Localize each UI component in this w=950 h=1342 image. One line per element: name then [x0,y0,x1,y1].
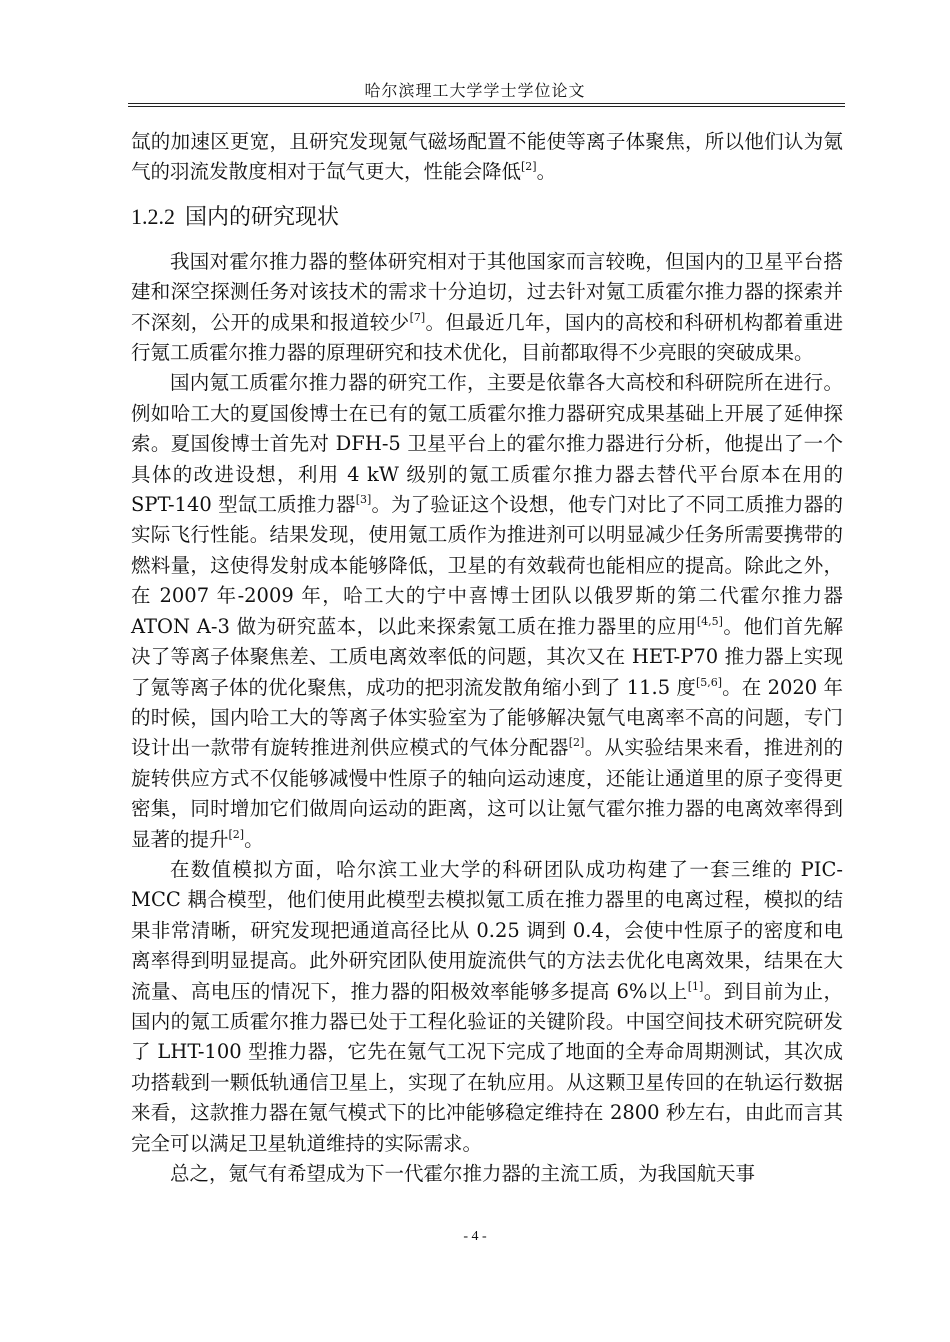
paragraph-text: 。他们首先解决了等离子体聚焦差、工质电离效率低的问题，其次又在 HET-P70 推力器上实现了氪等离子体的优化聚焦，成功的把羽流发散角缩小到了 11.5 度 [131,614,843,699]
citation: [1] [687,979,704,993]
citation: [4,5] [696,614,723,628]
paragraph-text: 氙的加速区更宽，且研究发现氪气磁场配置不能使等离子体聚焦，所以他们认为氪气的羽流发散度相对于氙气更大，性能会降低 [131,130,843,184]
paragraph-text: 。 [244,827,264,851]
header-rule-line [128,103,845,104]
paragraph-text: 。 [536,160,557,184]
paragraph [131,1159,843,1189]
citation: [7] [409,310,426,324]
paragraph-text: 总之，氪气有希望成为下一代霍尔推力器的主流工质，为我国航天事 [170,1162,756,1185]
paragraph [131,247,843,369]
citation: [2] [228,827,245,841]
paragraph-text: 。为了验证这个设想，他专门对比了不同工质推力器的实际飞行性能。结果发现，使用氪工质作为推进剂可以明显减少任务所需要携带的燃料量，这使得发射成本能够降低，卫星的有效载荷也能相应的提高。除此之外，在 2007 年-2009 年，哈工大的宁中喜博士团队以俄罗斯的第二代霍尔推力器 ATON A-3 做为研究蓝本，以此来探索氪工质在推力器里的应用 [131,493,843,638]
paragraph-text: 。但最近几年，国内的高校和科研机构都着重进行氪工质霍尔推力器的原理研究和技术优化，目前都取得不少亮眼的突破成果。 [131,310,843,365]
paragraph-text: 。从实验结果来看，推进剂的旋转供应方式不仅能够减慢中性原子的轴向运动速度，还能让通道里的原子变得更密集，同时增加它们做周向运动的距离，这可以让氪气霍尔推力器的电离效率得到显著的提升 [131,736,843,851]
header-rule-line-secondary [128,106,845,107]
paragraph-continued [131,127,843,188]
running-header-title: 哈尔滨理工大学学士学位论文 [364,81,586,100]
paragraph-text: 国内氪工质霍尔推力器的研究工作，主要是依靠各大高校和科研院所在进行。例如哈工大的夏国俊博士在已有的氪工质霍尔推力器研究成果基础上开展了延伸探索。夏国俊博士首先对 DFH-5 卫星平台上的霍尔推力器进行分析，他提出了一个具体的改进设想，利用 4 kW 级别的氪工质霍尔推力器去替代平台原本在用的 SPT-140 型氙工质推力器 [131,371,843,517]
citation: [2] [568,736,585,750]
section-title: 国内的研究现状 [185,204,340,230]
paragraph [131,368,843,855]
section-number: 1.2.2 [131,203,175,229]
section-heading [131,202,843,233]
paragraph-text: 。在 2020 年的时候，国内哈工大的等离子体实验室为了能够解决氪气电离率不高的问题，专门设计出一款带有旋转推进剂供应模式的气体分配器 [131,675,843,760]
paragraph-text: 我国对霍尔推力器的整体研究相对于其他国家而言较晚，但国内的卫星平台搭建和深空探测任务对该技术的需求十分迫切，过去针对氪工质霍尔推力器的探索并不深刻，公开的成果和报道较少 [131,249,843,334]
page-number: - 4 - [463,1229,487,1244]
paragraph-text: 。到目前为止，国内的氪工质霍尔推力器已处于工程化验证的关键阶段。中国空间技术研究院研发了 LHT-100 型推力器，它先在氪气工况下完成了地面的全寿命周期测试，其次成功搭载到一颗低轨通信卫星上，实现了在轨应用。从这颗卫星传回的在轨运行数据来看，这款推力器在氪气模式下的比冲能够稳定维持在 2800 秒左右，由此而言其完全可以满足卫星轨道维持的实际需求。 [131,979,843,1155]
paragraph-text: 在数值模拟方面，哈尔滨工业大学的科研团队成功构建了一套三维的 PIC-MCC 耦合模型，他们使用此模型去模拟氪工质在推力器里的电离过程，模拟的结果非常清晰，研究发现把通道高径比从 0.25 调到 0.4，会使中性原子的密度和电离率得到明显提高。此外研究团队使用旋流供气的方法去优化电离效果，结果在大流量、高电压的情况下，推力器的阳极效率能够多提高 6%以上 [131,857,843,1003]
paragraph [131,855,843,1159]
citation: [3] [355,493,372,507]
page-body [131,127,843,1189]
citation: [2] [521,160,537,174]
citation: [5,6] [696,675,723,689]
